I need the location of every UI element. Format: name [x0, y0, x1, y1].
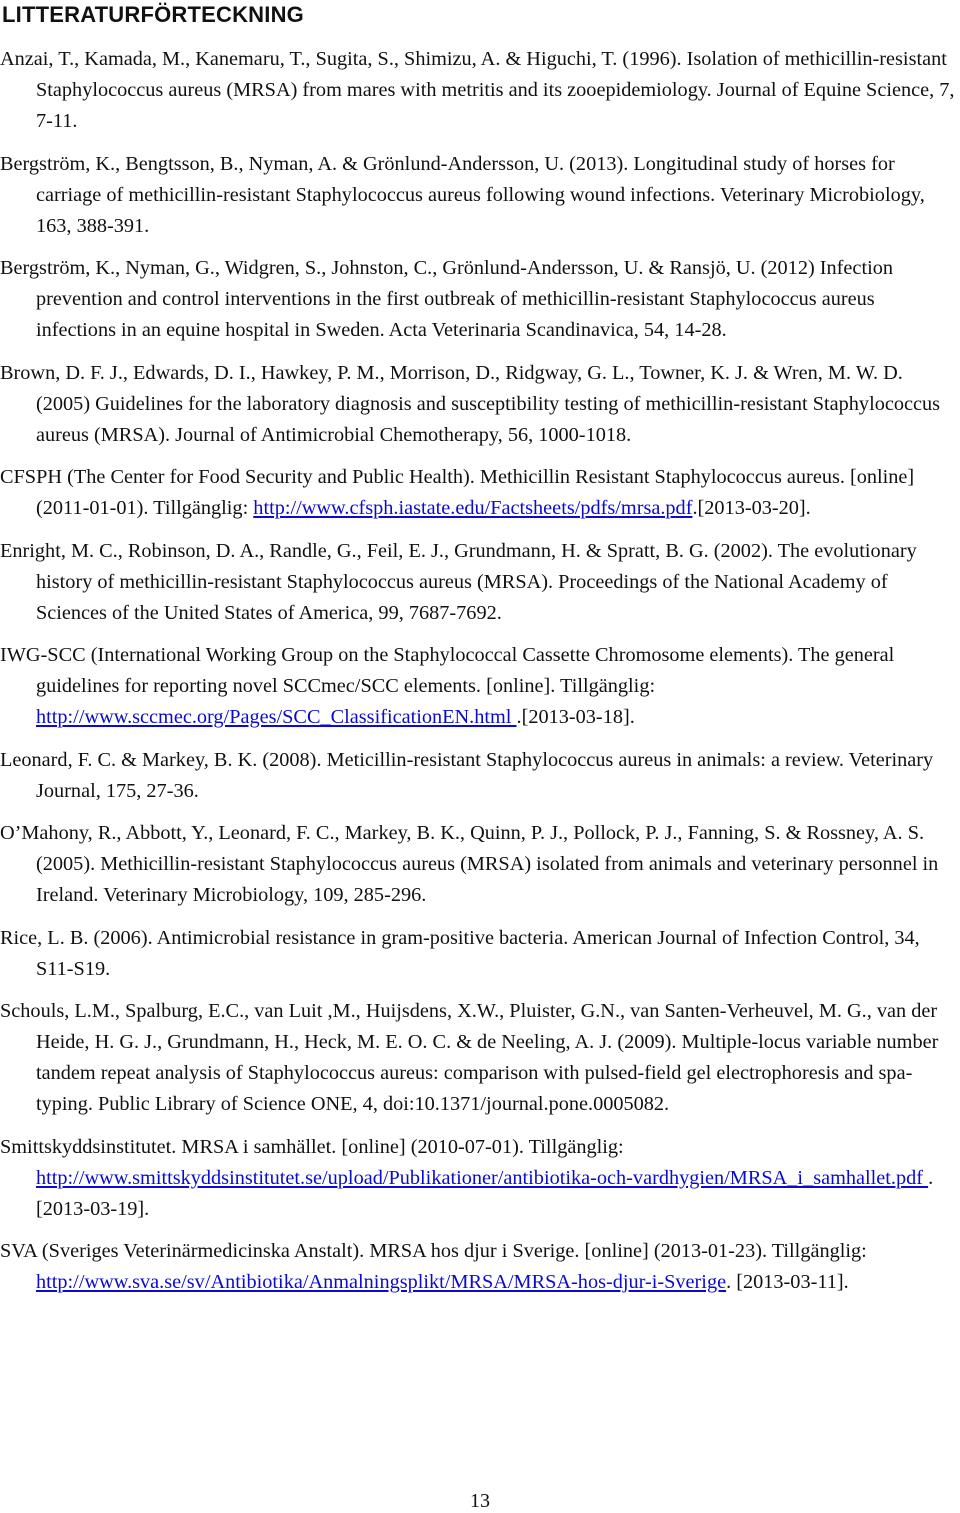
reference-link[interactable]: http://www.cfsph.iastate.edu/Factsheets/pdfs/mrsa.pdf — [253, 497, 693, 519]
page-heading: LITTERATURFÖRTECKNING — [2, 2, 304, 27]
reference-text: CFSPH (The Center for Food Security and Public Health). Methicillin Resistant Staphylococcus aureus. [online] (2011-01-01). Tillgänglig: — [0, 466, 915, 519]
reference-entry — [0, 44, 958, 137]
reference-link[interactable]: http://www.sva.se/sv/Antibiotika/Anmalningsplikt/MRSA/MRSA-hos-djur-i-Sverige — [36, 1271, 727, 1293]
reference-entry — [0, 1236, 958, 1298]
reference-entry — [0, 1132, 958, 1225]
reference-text: Smittskyddsinstitutet. MRSA i samhället. [online] (2010-07-01). Tillgänglig: — [0, 1135, 624, 1158]
reference-entry — [0, 923, 958, 985]
reference-text: Bergström, K., Bengtsson, B., Nyman, A. & Grönlund-Andersson, U. (2013). Longitudinal study of horses for carriage of methicillin-resistant Staphylococcus aureus following wound infections. Veterinary Microbiology, 163, 388-391. — [0, 152, 925, 237]
reference-text: Enright, M. C., Robinson, D. A., Randle, G., Feil, E. J., Grundmann, H. & Spratt, B. G. (2002). The evolutionary history of methicillin-resistant Staphylococcus aureus (MRSA). Proceedings of the National Academy of Sciences of the United States of America, 99, 7687-7692. — [0, 539, 917, 624]
reference-text: Rice, L. B. (2006). Antimicrobial resistance in gram-positive bacteria. American Journal of Infection Control, 34, S11-S19. — [0, 926, 920, 980]
reference-entry — [0, 640, 958, 733]
reference-entry — [0, 996, 958, 1120]
reference-text: Leonard, F. C. & Markey, B. K. (2008). Meticillin-resistant Staphylococcus aureus in animals: a review. Veterinary Journal, 175, 27-36. — [0, 748, 934, 802]
reference-entry — [0, 253, 958, 346]
reference-access-date: . [2013-03-19]. — [36, 1166, 934, 1220]
reference-text: SVA (Sveriges Veterinärmedicinska Anstalt). MRSA hos djur i Sverige. [online] (2013-01-23). Tillgänglig: — [0, 1240, 867, 1262]
reference-entry — [0, 462, 958, 524]
reference-link[interactable]: http://www.sccmec.org/Pages/SCC_ClassificationEN.html — [36, 706, 517, 728]
reference-text: Brown, D. F. J., Edwards, D. I., Hawkey, P. M., Morrison, D., Ridgway, G. L., Towner, K. J. & Wren, M. W. D. (2005) Guidelines for the laboratory diagnosis and susceptibility testing of methicillin-resistant Staphylococcus aureus (MRSA). Journal of Antimicrobial Chemotherapy, 56, 1000-1018. — [0, 361, 941, 446]
reference-access-date: .[2013-03-20]. — [692, 497, 811, 519]
reference-entry — [0, 149, 958, 242]
reference-entry — [0, 745, 958, 807]
reference-text: Bergström, K., Nyman, G., Widgren, S., Johnston, C., Grönlund-Andersson, U. & Ransjö, U. (2012) Infection prevention and control interventions in the first outbreak of methicillin-resistant Staphylococcus aureus infections in an equine hospital in Sweden. Acta Veterinaria Scandinavica, 54, 14-28. — [0, 257, 893, 341]
reference-entry — [0, 358, 958, 451]
reference-access-date: . [2013-03-11]. — [726, 1271, 849, 1293]
page-number: 13 — [470, 1490, 490, 1512]
reference-list — [0, 44, 958, 1310]
reference-entry — [0, 536, 958, 629]
reference-link[interactable]: http://www.smittskyddsinstitutet.se/upload/Publikationer/antibiotika-och-vardhygien/MRSA_i_samhallet.pdf — [36, 1166, 929, 1189]
reference-text: Schouls, L.M., Spalburg, E.C., van Luit ,M., Huijsdens, X.W., Pluister, G.N., van Santen-Verheuvel, M. G., van der Heide, H. G. J., Grundmann, H., Heck, M. E. O. C. & de Neeling, A. J. (2009). Multiple-locus variable number tandem repeat analysis of Staphylococcus aureus: comparison with pulsed-field gel electrophoresis and spa-typing. Public Library of Science ONE, 4, doi:10.1371/journal.pone.0005082. — [0, 1000, 939, 1115]
reference-entry — [0, 818, 958, 911]
reference-text: IWG-SCC (International Working Group on the Staphylococcal Cassette Chromosome elements). The general guidelines for reporting novel SCCmec/SCC elements. [online]. Tillgänglig: — [0, 644, 895, 697]
reference-text: Anzai, T., Kamada, M., Kanemaru, T., Sugita, S., Shimizu, A. & Higuchi, T. (1996). Isolation of methicillin-resistant Staphylococcus aureus (MRSA) from mares with metritis and its zooepidemiology. Journal of Equine Science, 7, 7-11. — [0, 48, 955, 132]
reference-text: O’Mahony, R., Abbott, Y., Leonard, F. C., Markey, B. K., Quinn, P. J., Pollock, P. J., Fanning, S. & Rossney, A. S. (2005). Methicillin-resistant Staphylococcus aureus (MRSA) isolated from animals and veterinary personnel in Ireland. Veterinary Microbiology, 109, 285-296. — [0, 822, 939, 906]
reference-access-date: .[2013-03-18]. — [516, 706, 635, 728]
